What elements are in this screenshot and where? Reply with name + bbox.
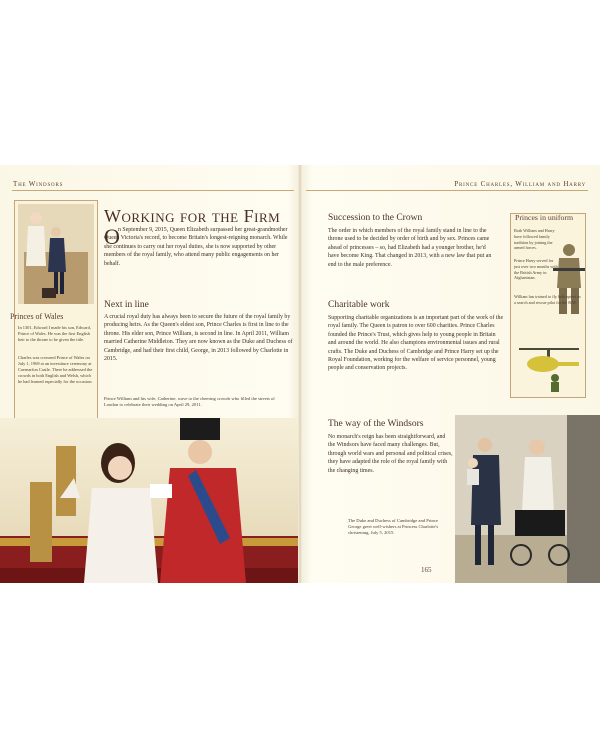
running-head-right: Prince Charles, William and Harry xyxy=(454,180,586,188)
page-title: Working for the Firm xyxy=(104,206,281,226)
heading-succession: Succession to the Crown xyxy=(328,213,423,223)
header-rule-left xyxy=(12,190,294,191)
succession-paragraph: The order in which members of the royal family stand in line to the throne used to be decided by order of birth and by sex. Princes came ahead of princesses – so, had Elizabeth had a younger brother, he'd have become King. That changed in 2013, with a new law that put an end to the male preference. xyxy=(328,228,492,268)
sidebar-left-paragraph-1: In 1301, Edward I made his son, Edward, Prince of Wales. He was the first English heir to the throne to be given the title. xyxy=(18,325,91,342)
heading-way-of-windsors: The way of the Windsors xyxy=(328,419,424,429)
charity-paragraph: Supporting charitable organizations is an important part of the work of the royal family. The Queen is patron to over 600 charities. Prince Charles founded the Prince's Trust, which gives help to young people in Britain and around the world. He also champions environmental issues and rural crafts. The Duke and Duchess of Cambridge and Prince Harry set up the Royal Foundation, working for the welfare of service personnel, young people and conservation projects. xyxy=(328,315,504,372)
running-head-left: The Windsors xyxy=(13,180,64,188)
wedding-caption: Prince William and his wife, Catherine, wave to the cheering crowds who filled the streets of London to celebrate their wedding on April 29, 2011. xyxy=(104,396,275,408)
wedding-carriage-photo xyxy=(0,418,298,583)
intro-paragraph: n September 9, 2015, Queen Elizabeth surpassed her great-grandmother Queen Victoria's record, to become Britain's longest-reigning monarch. While she continues to carry out her royal duties, she is now supported by other members of the royal family, who attend many public engagements on her behalf. xyxy=(104,227,288,267)
heading-next-in-line: Next in line xyxy=(104,300,149,310)
sidebar-right-title: Princes in uniform xyxy=(515,213,574,222)
helicopter-illustration xyxy=(515,344,583,392)
header-rule-right xyxy=(306,190,588,191)
next-in-line-paragraph: A crucial royal duty has always been to secure the future of the royal family by producing heirs. As the Queen's eldest son, Prince Charles is first in line to the throne. His elder son, Prince William, is second in line. In April 2011, William married Catherine Middleton. They are now known as the Duke and Duchess of Cambridge, and had their first child, George, in 2013 followed by Charlotte in 2015. xyxy=(104,314,293,363)
drop-cap: O xyxy=(104,224,120,249)
way-paragraph: No monarch's reign has been straightforward, and the Windsors have faced many challenges. But, through world wars and personal and political crises, they have adapted the role of the royal family with the changing times. xyxy=(328,434,453,474)
christening-caption: The Duke and Duchess of Cambridge and Prince George greet well-wishers at Princess Charlotte's christening, July 5, 2015. xyxy=(348,518,439,536)
sidebar-left-title: Princes of Wales xyxy=(10,312,64,321)
sidebar-right-paragraph-1: Both William and Harry have followed family tradition by joining the armed forces. xyxy=(514,228,555,251)
investiture-photo xyxy=(18,204,94,304)
page-gutter xyxy=(298,165,302,583)
sidebar-right-paragraph-2: Prince Harry served for just over two months with the British Army in Afghanistan. xyxy=(514,258,558,281)
christening-photo xyxy=(455,415,600,583)
page-number: 165 xyxy=(421,566,432,574)
heading-charitable-work: Charitable work xyxy=(328,300,390,310)
sidebar-right-paragraph-3: William has trained to fly helicopters as a search and rescue pilot for the RAF. xyxy=(514,294,581,305)
sidebar-left-paragraph-2: Charles was crowned Prince of Wales on July 1, 1969 at an investiture ceremony at Caernarfon Castle. There he addressed the crowds in both English and Welsh, which he had learned especially for the occasion. xyxy=(18,355,93,384)
